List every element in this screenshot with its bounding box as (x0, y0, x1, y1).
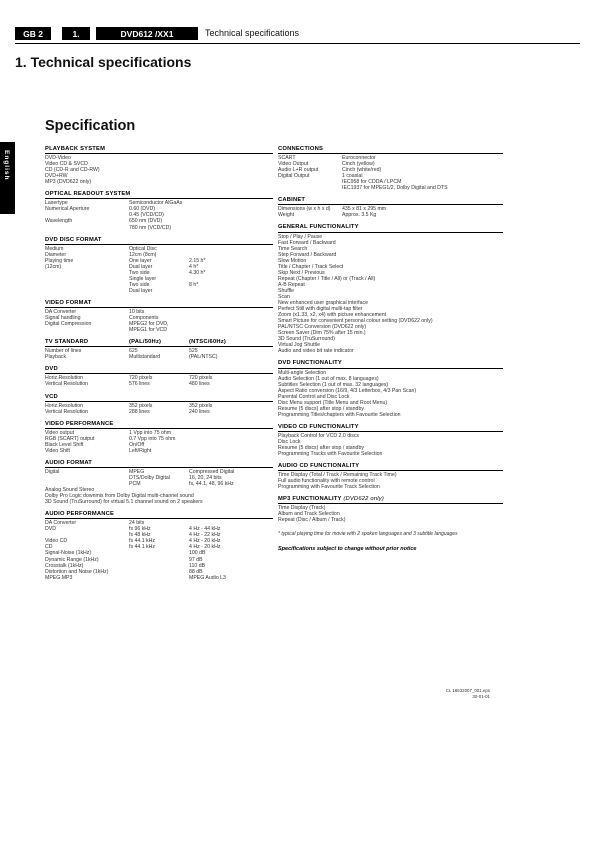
list-item: Audio Selection (1 out of max. 8 languages) (278, 375, 379, 382)
table-row: Number of lines 625 525 (45, 348, 198, 355)
section-title: VIDEO FORMAT (45, 300, 273, 308)
section-title-note: (DVD622 only) (343, 496, 384, 503)
header-title: Technical specifications (205, 28, 300, 38)
audio-format-section (45, 460, 273, 505)
mp3-functionality-section (278, 496, 503, 523)
table-row: Vertical Resolution 288 lines 240 lines (45, 408, 210, 415)
table-row: SCART Euroconnector (278, 155, 376, 162)
docref-file: CL 16532007_001.eps (445, 688, 490, 693)
section-title: VIDEO PERFORMANCE (45, 421, 273, 429)
list-item: Smart Picture for convenient personal colour setting (DVD622 only) (278, 318, 433, 325)
list-item: Fast Forward / Backward (278, 239, 336, 246)
video-format-section (45, 300, 273, 333)
header-model: DVD612 /XX1 (96, 27, 198, 40)
document-reference (420, 688, 490, 699)
table-row: Signal-Noise (1kHz) 100 dB (45, 550, 206, 557)
tv-standard-section (45, 339, 273, 360)
section-title (278, 496, 503, 504)
list-item: New enhanced user graphical interface (278, 300, 368, 307)
list-item: Programming Titles/chapters with Favourite Selection (278, 411, 401, 418)
list-item: CD (CD-R and CD-RW) (45, 167, 100, 174)
table-row: fs 48 kHz 4 Hz - 22 kHz (129, 532, 221, 539)
dvd-disc-format-section (45, 237, 273, 294)
table-row: Horiz.Resolution 352 pixels 352 pixels (45, 402, 213, 409)
list-item: Full audio functionality with remote control (278, 478, 375, 485)
table-row: Vertical Resolution 576 lines 480 lines (45, 381, 210, 388)
list-item: Subtitles Selection (1 out of max. 32 languages) (278, 381, 389, 388)
section-title: VIDEO CD FUNCTIONALITY (278, 424, 503, 432)
list-item: Resume (5 discs) after stop / standby (278, 405, 364, 412)
header-rule (15, 43, 580, 44)
table-row: DA Converter 24 bits (45, 520, 145, 527)
list-item: Screen Saver (Dim 75% after 15 min.) (278, 330, 366, 337)
table-row: Weight Approx. 3.5 Kg (278, 212, 377, 219)
list-item: 3D Sound (TruSurround) for virtual 5.1 channel sound on 2 speakers (45, 499, 203, 506)
table-row: Numerical Aperture 0.60 (DVD) (45, 206, 155, 213)
list-item: Playback Control for VCD 2.0 discs (278, 432, 360, 439)
dvd-section (45, 366, 273, 387)
table-row: Digital Output 1 coaxial (278, 173, 363, 180)
section-title: GENERAL FUNCTIONALITY (278, 224, 503, 232)
table-row: RGB (SCART) output 0.7 Vpp into 75 ohm (45, 435, 176, 442)
table-row: Video Shift Left/Right (45, 447, 152, 454)
table-row: Video CD fs 44.1 kHz 4 Hz - 20 kHz (45, 538, 221, 545)
list-item: PAL/NTSC Conversion (DVD622 only) (278, 324, 367, 331)
header-gb-label: GB 2 (15, 27, 51, 40)
section-title: AUDIO PERFORMANCE (45, 511, 273, 519)
list-item: Scan (278, 293, 290, 300)
list-item: Multi-angle Selection (278, 369, 327, 376)
table-row: Dynamic Range (1kHz) 97 dB (45, 556, 203, 563)
video-cd-functionality-section (278, 424, 503, 457)
section-title: PLAYBACK SYSTEM (45, 146, 273, 154)
right-column (278, 146, 503, 552)
list-item: Repeat (Chapter / Title / All) or (Track / All) (278, 275, 376, 282)
table-row: 780 nm (VCD/CD) (129, 224, 172, 231)
header-chapter-number: 1. (62, 27, 90, 40)
language-tab-label: English (3, 150, 10, 181)
list-item: Time Search (278, 245, 308, 252)
list-item: DVD-Video (45, 155, 71, 162)
section-title: VCD (45, 394, 273, 402)
table-row: Two side 8 h* (129, 281, 199, 288)
list-item: Shuffle (278, 287, 295, 294)
table-row: PCM fs, 44.1, 48, 96 kHz (129, 481, 234, 488)
table-row: Audio L+R output Cinch (white/red) (278, 167, 382, 174)
list-item: Aspect Ratio conversion (16/9, 4/3 Letterbox, 4/3 Pan Scan) (278, 387, 417, 394)
list-item: Repeat (Disc / Album / Track) (278, 517, 346, 524)
playback-system-section (45, 146, 273, 185)
table-row: Signal handling Components (45, 315, 159, 322)
table-row: Single layer (129, 275, 157, 282)
section-title: OPTICAL READOUT SYSTEM (45, 191, 273, 199)
list-item: Dolby Pro Logic downmix from Dolby Digital multi-channel sound (45, 493, 194, 500)
list-item: Audio and video bit rate indicator (278, 348, 354, 355)
spec-title: Specification (45, 118, 136, 134)
list-item: Slow Motion (278, 257, 307, 264)
table-row: DTS/Dolby Digital 16, 20, 24 bits (129, 474, 222, 481)
list-item: Parental Control and Disc Lock (278, 393, 350, 400)
list-item: Video CD & SVCD (45, 161, 88, 168)
table-row: Two side 4.30 h* (129, 269, 206, 276)
section-title-text: MP3 FUNCTIONALITY (278, 496, 342, 503)
section-title: CONNECTIONS (278, 146, 503, 154)
section-title: AUDIO FORMAT (45, 460, 273, 468)
table-row: Medium Optical Disc (45, 245, 157, 252)
table-row: Lasertype Semiconductor AlGaAs (45, 200, 183, 207)
table-row: Digital MPEG Compressed Digital (45, 468, 235, 475)
footnote: * typical playing time for movie with 2 spoken languages and 3 subtitle languages (278, 531, 458, 538)
list-item: Time Display (Track) (278, 505, 326, 512)
list-item: Disc Lock (278, 438, 301, 445)
list-item: Zoom (x1.33, x2, x4) with picture enhancement (278, 312, 387, 319)
audio-performance-section (45, 511, 273, 581)
list-item: Time Display (Total / Track / Remaining Track Time) (278, 472, 397, 479)
table-row: MPEG MP3 MPEG Audio L3 (45, 574, 226, 581)
chapter-title: 1. Technical specifications (15, 54, 192, 70)
change-notice: Specifications subject to change without prior notice (278, 545, 417, 552)
connections-section (278, 146, 503, 191)
vcd-section (45, 394, 273, 415)
dvd-functionality-section (278, 360, 503, 417)
section-title: DVD (45, 366, 273, 374)
table-row: Playing time One layer 2.15 h* (45, 257, 206, 264)
list-item: Resume (5 discs) after stop / standby (278, 445, 364, 452)
section-title: CABINET (278, 197, 503, 205)
list-item: Album and Track Selection (278, 511, 340, 518)
table-row: IEC958 for CDDA / LPCM (342, 179, 402, 186)
list-item: Programming with Favourite Track Selection (278, 484, 380, 491)
audio-cd-functionality-section (278, 463, 503, 490)
table-row: Dimensions (w x h x d) 435 x 81 x 295 mm (278, 206, 387, 213)
cabinet-section (278, 197, 503, 218)
left-column (45, 146, 273, 587)
list-item: Perfect Still with digital multi-tap filter (278, 306, 363, 313)
table-row: Distortion and Noise (1kHz) 88 dB (45, 568, 203, 575)
list-item: Programming Tracks with Favourite Selection (278, 451, 383, 458)
table-row: Dual layer (129, 287, 153, 294)
section-title: TV STANDARD (PAL/50Hz) (NTSC/60Hz) (45, 339, 273, 347)
optical-readout-section (45, 191, 273, 230)
table-row: 0.45 (VCD/CD) (129, 212, 164, 219)
table-row: Crosstalk (1kHz) 110 dB (45, 562, 206, 569)
table-row: Black Level Shift On/Off (45, 441, 145, 448)
list-item: Disc Menu support (Title Menu and Root Menu) (278, 399, 388, 406)
docref-date: 30-01-01 (472, 693, 490, 699)
table-row: Horiz.Resolution 720 pixels 720 pixels (45, 375, 213, 382)
table-row: CD fs 44.1 kHz 4 Hz - 20 kHz (45, 544, 221, 551)
list-item: Analog Sound Stereo (45, 487, 95, 494)
table-row: IEC1937 for MPEG1/2, Dolby Digital and DTS (342, 185, 448, 192)
section-title: DVD FUNCTIONALITY (278, 360, 503, 368)
list-item: A-B Repeat (278, 281, 305, 288)
list-item: MP3 (DVD622 only) (45, 179, 92, 186)
table-row: MPEG1 for VCD (129, 327, 168, 334)
general-functionality-section (278, 224, 503, 354)
table-row: (12cm) Dual layer 4 h* (45, 263, 199, 270)
table-row: Video Output Cinch (yellow) (278, 161, 375, 168)
list-item: Step Forward / Backward (278, 251, 337, 258)
list-item: Skip Next / Previous (278, 269, 325, 276)
section-title: DVD DISC FORMAT (45, 237, 273, 245)
list-item: 3D Sound (TruSurround) (278, 336, 335, 343)
table-row: Diameter 12cm (8cm) (45, 251, 157, 258)
section-title: AUDIO CD FUNCTIONALITY (278, 463, 503, 471)
table-row: Digital Compression MPEG2 for DVD, (45, 321, 169, 328)
video-performance-section (45, 421, 273, 454)
table-row: Playback Multistandard (PAL/NTSC) (45, 354, 218, 361)
table-row: DA Converter 10 bits (45, 309, 145, 316)
table-row: Wavelength 650 nm (DVD) (45, 218, 163, 225)
list-item: Title / Chapter / Track Select (278, 263, 344, 270)
table-row: Video output 1 Vpp into 75 ohm (45, 429, 172, 436)
list-item: Stop / Play / Pause (278, 233, 323, 240)
table-row: DVD fs 96 kHz 4 Hz - 44 kHz (45, 526, 221, 533)
list-item: Virtual Jog Shuttle (278, 342, 321, 349)
list-item: DVD+RW (45, 173, 68, 180)
language-side-tab (0, 142, 15, 214)
